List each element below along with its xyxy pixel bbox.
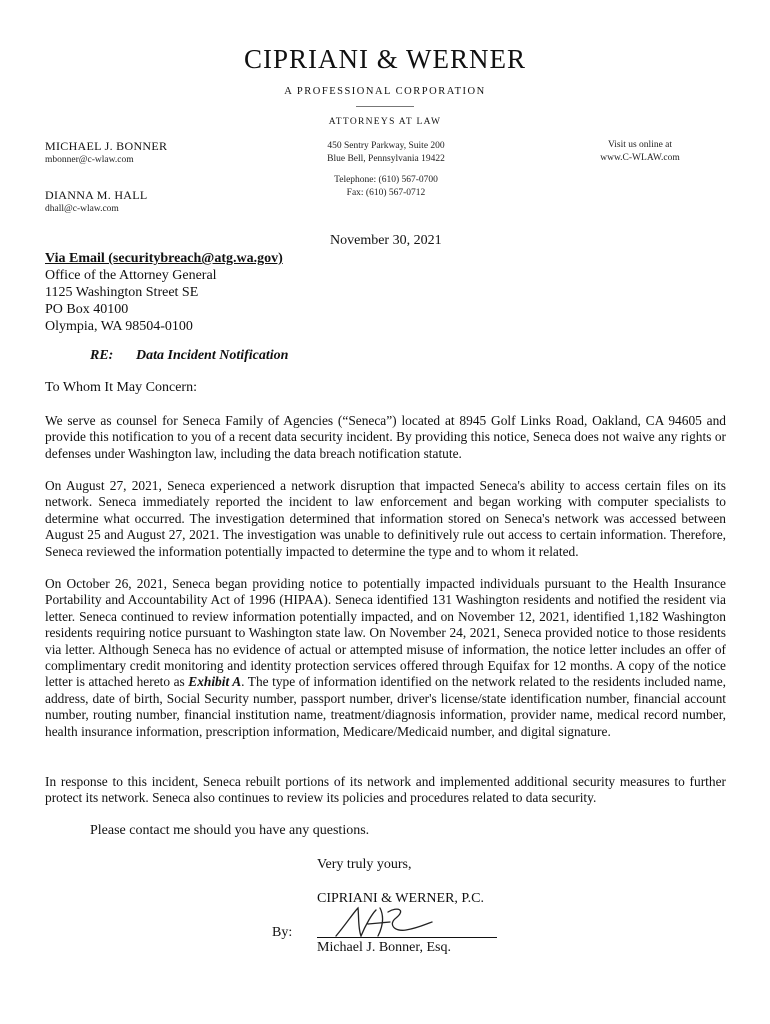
firm-name: CIPRIANI & WERNER	[243, 44, 526, 74]
complimentary-close: Very truly yours,	[317, 857, 412, 872]
by-label: By:	[272, 925, 293, 940]
letter-date: November 30, 2021	[330, 233, 442, 248]
paragraph-3-part-2: . The type of information identified on the network related to the residents included name, address, date of birth, Social Security number, passport number, driver's license/state identification number, financial account number, routing number, financial institution name, treatment/diagnosis information, provider name, medical record number, health insurance information, prescription information, Medicare/Medicaid number, and digital signature.	[45, 674, 726, 739]
paragraph-5: Please contact me should you have any questions.	[90, 823, 370, 838]
attorney-2-name: DIANNA M. HALL	[45, 188, 148, 202]
paragraph-2: On August 27, 2021, Seneca experienced a network disruption that impacted Seneca's ability to access certain files on its network. Seneca immediately reported the incident to law enforcement and began working with computer specialists to determine what occurred. The investigation determined that information stored on Seneca's network was accessed between August 25 and August 27, 2021. The investigation was unable to definitively rule out access to certain information. Therefore, Seneca reviewed the information potentially impacted to determine the type and to whom it related.	[45, 478, 726, 559]
closing-firm: CIPRIANI & WERNER, P.C.	[317, 891, 484, 906]
via-email-line[interactable]: Via Email (securitybreach@atg.wa.gov)	[45, 251, 283, 266]
attorney-2-email: dhall@c-wlaw.com	[45, 204, 119, 214]
re-line	[90, 348, 289, 364]
paragraph-3-part-1: On October 26, 2021, Seneca began providing notice to potentially impacted individuals pursuant to the Health Insurance Portability and Accountability Act of 1996 (HIPAA). Seneca identified 131 Washington residents and notified the resident via letter. Seneca continued to review information potentially impacted, and on November 12, 2021, identified 1,182 Washington residents requiring notice pursuant to Washington state law. On November 24, 2021, Seneca provided notice to those residents via letter. Although Seneca has no evidence of actual or attempted misuse of information, the notice letter includes an offer of complimentary credit monitoring and identity protection services offered through Equifax for 12 months. A copy of the notice letter is attached hereto as	[45, 576, 726, 690]
re-subject: Data Incident Notification	[136, 348, 289, 363]
firm-address	[300, 140, 472, 166]
fax: Fax: (610) 567-0712	[346, 188, 426, 198]
handwritten-signature	[328, 902, 438, 944]
paragraph-3	[45, 576, 726, 740]
attorney-1-email: mbonner@c-wlaw.com	[45, 155, 134, 165]
address-line-2: Blue Bell, Pennsylvania 19422	[327, 154, 445, 164]
recipient-line-2: 1125 Washington Street SE	[45, 285, 199, 300]
attorney-1-name: MICHAEL J. BONNER	[45, 139, 168, 153]
signer-name: Michael J. Bonner, Esq.	[317, 940, 451, 955]
recipient-line-1: Office of the Attorney General	[45, 268, 217, 283]
recipient-address	[45, 250, 283, 335]
paragraph-4: In response to this incident, Seneca rebuilt portions of its network and implemented additional security measures to further protect its network. Seneca also continues to review its policies and procedures related to data security.	[45, 774, 726, 806]
address-line-1: 450 Sentry Parkway, Suite 200	[327, 141, 445, 151]
website-url[interactable]: www.C-WLAW.com	[600, 153, 680, 163]
paragraph-1: We serve as counsel for Seneca Family of Agencies (“Seneca”) located at 8945 Golf Links Road, Oakland, CA 94605 and provide this notification to you of a recent data security incident. By providing this notice, Seneca does not waive any rights or defenses under Washington law, including the data breach notification statute.	[45, 413, 726, 461]
firm-subtitle: A PROFESSIONAL CORPORATION	[284, 86, 486, 97]
recipient-line-4: Olympia, WA 98504-0100	[45, 319, 193, 334]
re-label: RE:	[90, 348, 114, 363]
attorneys-label: ATTORNEYS AT LAW	[328, 117, 442, 127]
exhibit-a-reference: Exhibit A	[188, 674, 242, 690]
firm-website	[575, 139, 705, 165]
letterhead-divider	[356, 106, 414, 107]
firm-phone-fax	[300, 174, 472, 200]
website-label: Visit us online at	[607, 140, 673, 150]
salutation: To Whom It May Concern:	[45, 380, 197, 395]
recipient-line-3: PO Box 40100	[45, 302, 129, 317]
telephone: Telephone: (610) 567-0700	[334, 175, 438, 185]
